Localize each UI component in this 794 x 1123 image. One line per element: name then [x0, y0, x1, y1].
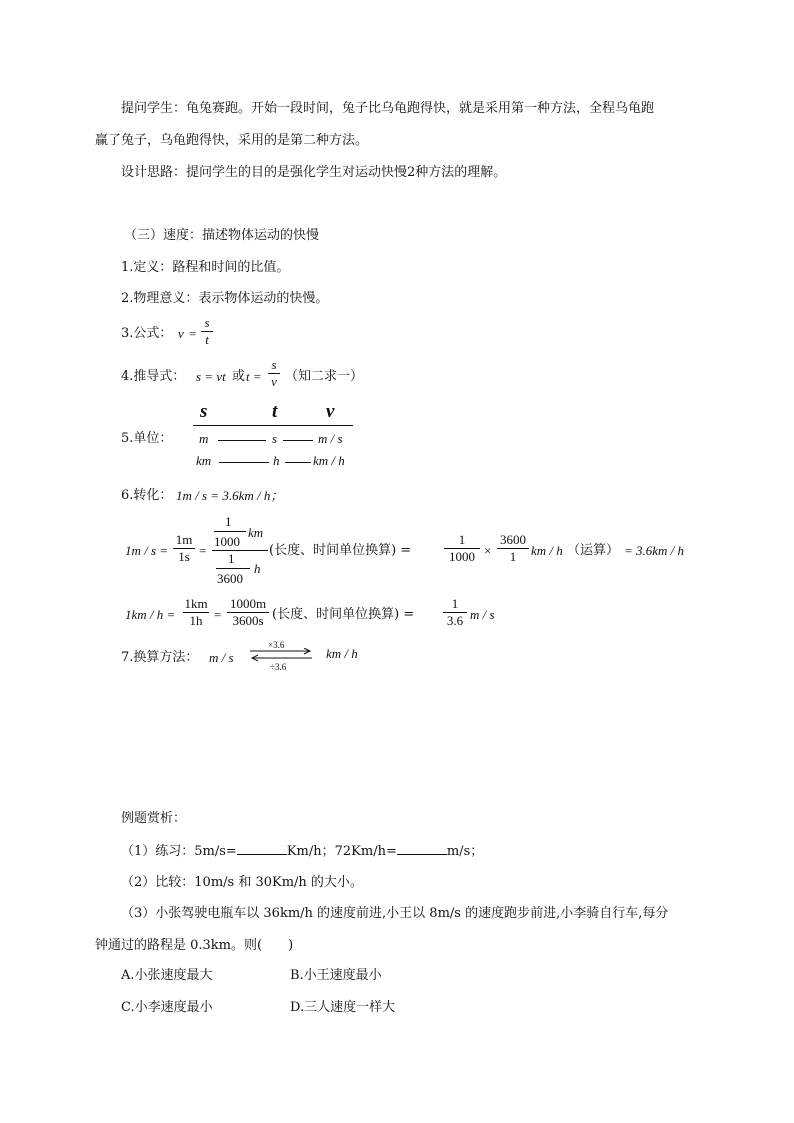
example-q1-b: Km/h；72Km/h=: [286, 844, 397, 859]
eq2-frac-2-num: 1000m: [229, 596, 267, 611]
definition: 1.定义：路程和时间的比值。: [121, 260, 290, 275]
method-up-label: ×3.6: [268, 640, 285, 650]
option-d: D.三人速度一样大: [290, 1000, 396, 1015]
eq1-result: = 3.6km / h: [624, 543, 685, 558]
formula-numerator: s: [204, 315, 210, 330]
eq1-frac-1-num: 1m: [175, 532, 193, 547]
eq2-frac-3-den: 3.6: [446, 613, 464, 628]
eq2-frac-1: [183, 597, 209, 628]
units-head-v: v: [326, 401, 335, 422]
method-down-label: ÷3.6: [270, 662, 287, 672]
formula-eq: =: [189, 326, 197, 341]
derived-or: 或: [232, 369, 246, 384]
eq1-frac-1: [173, 533, 195, 564]
derived-denominator: v: [271, 374, 277, 389]
eq2-frac-1-num: 1km: [184, 596, 208, 611]
eq1-big-num-num: 1: [225, 514, 232, 529]
units-divider: [193, 425, 353, 426]
eq2-frac-2: [227, 597, 269, 628]
derived-t: t =: [246, 369, 262, 384]
eq1-frac-4: [497, 533, 529, 564]
eq1-times: ×: [484, 543, 492, 558]
example-q1: [121, 843, 483, 860]
eq1-big-den-den: 3600: [217, 571, 243, 586]
eq2-frac-1-den: 1h: [189, 613, 203, 628]
eq1-big-den-unit: h: [254, 561, 261, 576]
eq2-unit: m / s: [470, 607, 495, 622]
option-a: A.小张速度最大: [121, 968, 213, 983]
answer-blank-2[interactable]: [397, 843, 447, 855]
eq2-eq: =: [214, 607, 222, 622]
derived-label: 4.推导式：: [121, 369, 186, 384]
eq1-big-num-den: 1000: [214, 534, 240, 549]
units-row1-dash-2: [283, 440, 313, 441]
method-to: km / h: [326, 646, 358, 661]
derived-fraction: [267, 358, 281, 389]
example-q1-c: m/s；: [446, 844, 484, 859]
formula-fraction: [200, 316, 214, 347]
eq1-op-note: （运算）: [567, 543, 620, 558]
units-row2-dash-1: [219, 462, 269, 463]
example-q2: （2）比较：10m/s 和 30Km/h 的大小。: [121, 875, 363, 890]
section-heading: （三）速度：描述物体运动的快慢: [124, 228, 320, 243]
units-row1-v: m / s: [318, 431, 343, 446]
intro-line-1: 提问学生：龟兔赛跑。开始一段时间，兔子比乌龟跑得快，就是采用第一种方法，全程乌龟跑: [121, 101, 655, 116]
derived-expr-1: s = vt: [196, 369, 226, 384]
formula-denominator: t: [205, 332, 209, 347]
units-row1-s: m: [199, 431, 209, 446]
units-row1-dash-1: [218, 440, 266, 441]
eq2-frac-3: [443, 597, 467, 628]
convert-expr: 1m / s = 3.6km / h；: [176, 488, 284, 503]
physical-meaning: 2.物理意义：表示物体运动的快慢。: [121, 291, 329, 306]
method-label: 7.换算方法：: [121, 650, 199, 665]
eq1-unit: km / h: [531, 543, 563, 558]
derived-numerator: s: [271, 357, 277, 372]
eq2-frac-2-den: 3600s: [232, 613, 264, 628]
units-head-s: s: [200, 401, 208, 422]
units-row2-t: h: [273, 453, 280, 468]
double-arrow-icon: [248, 648, 314, 662]
units-label: 5.单位：: [121, 431, 173, 446]
eq1-lhs: 1m / s =: [125, 543, 169, 558]
eq1-big-den-bar: [216, 568, 250, 569]
design-note: 设计思路：提问学生的目的是强化学生对运动快慢2种方法的理解。: [121, 165, 507, 180]
units-row2-s: km: [196, 453, 212, 468]
eq1-frac-1-den: 1s: [178, 549, 190, 564]
eq1-frac-3-num: 1: [458, 532, 466, 547]
eq2-frac-3-num: 1: [451, 596, 459, 611]
units-row2-dash-2: [285, 462, 311, 463]
option-c: C.小李速度最小: [121, 1000, 213, 1015]
eq1-big-num-unit: km: [248, 525, 264, 540]
eq1-note: (长度、时间单位换算) =: [269, 543, 412, 558]
example-q3-line-2: 钟通过的路程是 0.3km。则( ): [95, 938, 294, 953]
examples-heading: 例题赏析：: [121, 811, 187, 826]
example-q3-line-1: （3）小张驾驶电瓶车以 36km/h 的速度前进,小王以 8m/s 的速度跑步前进,小李骑自行车,每分: [121, 906, 669, 921]
eq1-big-num-bar: [214, 531, 246, 532]
eq1-main-bar: [212, 550, 268, 551]
eq1-eq: =: [199, 543, 207, 558]
eq2-lhs: 1km / h =: [125, 607, 176, 622]
intro-line-2: 赢了兔子，乌龟跑得快，采用的是第二种方法。: [95, 133, 369, 148]
units-head-t: t: [272, 401, 278, 422]
eq1-frac-4-den: 1: [509, 549, 517, 564]
derived-note: （知二求一）: [285, 369, 364, 384]
formula-label: 3.公式：: [121, 326, 173, 341]
answer-blank-1[interactable]: [237, 843, 287, 855]
example-q1-a: （1）练习：5m/s=: [121, 844, 237, 859]
eq1-big-den-num: 1: [228, 551, 235, 566]
units-row2-v: km / h: [313, 453, 345, 468]
option-b: B.小王速度最小: [290, 968, 382, 983]
eq1-frac-3: [444, 533, 480, 564]
units-row1-t: s: [272, 431, 278, 446]
eq2-note: (长度、时间单位换算) =: [272, 607, 415, 622]
convert-label: 6.转化：: [121, 488, 173, 503]
eq1-frac-4-num: 3600: [500, 532, 526, 547]
formula-v: v: [178, 326, 184, 341]
method-from: m / s: [209, 650, 234, 665]
eq1-frac-3-den: 1000: [449, 549, 475, 564]
